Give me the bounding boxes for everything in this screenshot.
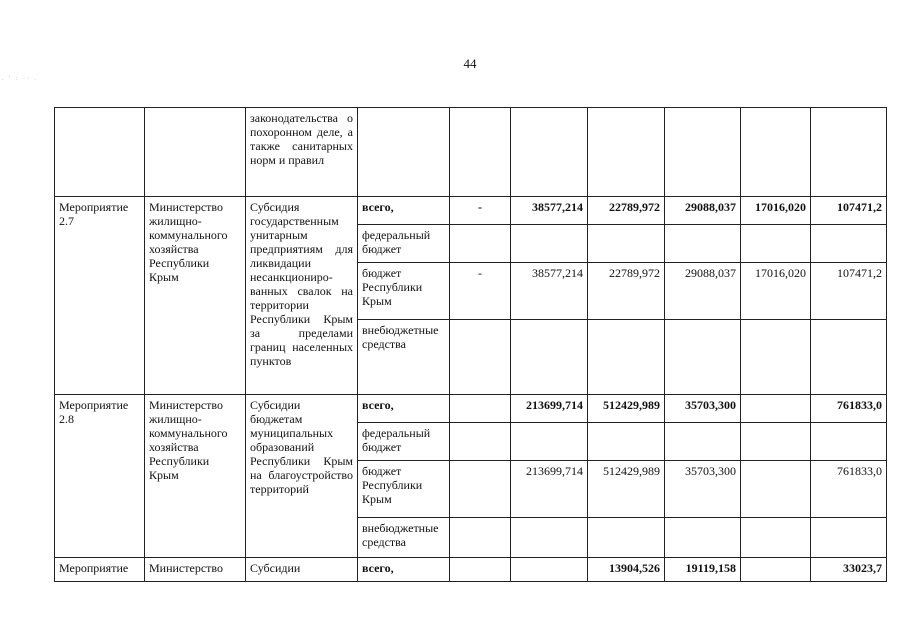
value-cell: 38577,214 [511,197,588,225]
value-cell [588,518,665,558]
source-cell: всего, [358,197,450,225]
value-cell [665,225,741,263]
executor-cell: Министерство жилищно-коммунального хозяйства Республики Крым [145,197,246,395]
total-cell: 33023,7 [811,558,887,582]
source-cell: бюджет Республики Крым [358,461,450,518]
value-cell [450,225,511,263]
value-cell: 35703,300 [665,395,741,423]
value-cell [511,558,588,582]
value-cell: 29088,037 [665,263,741,320]
value-cell [511,225,588,263]
value-cell: 22789,972 [588,263,665,320]
value-cell: 512429,989 [588,461,665,518]
value-cell: 512429,989 [588,395,665,423]
value-cell [588,423,665,461]
table-row [55,395,887,423]
source-cell [358,108,450,197]
source-cell: федеральный бюджет [358,423,450,461]
value-cell [741,518,811,558]
page-number: 44 [463,56,477,71]
budget-table [54,107,887,582]
value-cell [511,320,588,395]
table-row-continuation [55,108,887,197]
value-cell [450,395,511,423]
value-cell [665,518,741,558]
description-cell: Субсидии бюджетам муниципальных образований Республики Крым на благоустройство территорий [246,395,358,558]
source-cell: внебюджетные средства [358,518,450,558]
value-cell [741,461,811,518]
value-cell: - [450,197,511,225]
value-cell: 17016,020 [741,197,811,225]
source-cell: всего, [358,395,450,423]
value-cell [741,395,811,423]
total-cell: 761833,0 [811,461,887,518]
value-cell [450,423,511,461]
value-cell [665,423,741,461]
value-cell: 17016,020 [741,263,811,320]
value-cell [741,225,811,263]
description-cell: Субсидия государственным унитарным предприятиям для ликвидации несанкциониро-ванных свалок на территории Республики Крым за пределами границ населенных пунктов [246,197,358,395]
value-cell: 22789,972 [588,197,665,225]
description-cell: законодательства о похоронном деле, а также санитарных норм и правил [246,108,358,197]
total-cell: 761833,0 [811,395,887,423]
executor-cell: Министерство жилищно-коммунального хозяйства Республики Крым [145,395,246,558]
value-cell: 213699,714 [511,395,588,423]
value-cell [511,423,588,461]
table-row-truncated [55,558,887,582]
value-cell [450,518,511,558]
value-cell [588,225,665,263]
value-cell [450,320,511,395]
total-cell [811,225,887,263]
value-cell [741,320,811,395]
source-cell: всего, [358,558,450,582]
measure-id-cell: Мероприятие 2.7 [55,197,145,395]
measure-id-cell [55,108,145,197]
total-cell [811,320,887,395]
executor-cell: Министерство [145,558,246,582]
total-cell [811,423,887,461]
value-cell [511,518,588,558]
executor-cell [145,108,246,197]
value-cell [741,423,811,461]
value-cell: 29088,037 [665,197,741,225]
value-cell: 13904,526 [588,558,665,582]
value-cell: - [450,263,511,320]
description-cell: Субсидии [246,558,358,582]
measure-id-cell: Мероприятие 2.8 [55,395,145,558]
total-cell [811,518,887,558]
total-cell: 107471,2 [811,263,887,320]
value-cell: 19119,158 [665,558,741,582]
source-cell: федеральный бюджет [358,225,450,263]
total-cell: 107471,2 [811,197,887,225]
value-cell: 35703,300 [665,461,741,518]
measure-id-cell: Мероприятие [55,558,145,582]
value-cell [450,461,511,518]
source-cell: внебюджетные средства [358,320,450,395]
source-cell: бюджет Республики Крым [358,263,450,320]
value-cell [450,558,511,582]
value-cell [665,320,741,395]
value-cell: 213699,714 [511,461,588,518]
scan-artifact: . ′ : ·· . [2,76,38,82]
table-row [55,197,887,225]
value-cell [741,558,811,582]
value-cell [588,320,665,395]
value-cell: 38577,214 [511,263,588,320]
